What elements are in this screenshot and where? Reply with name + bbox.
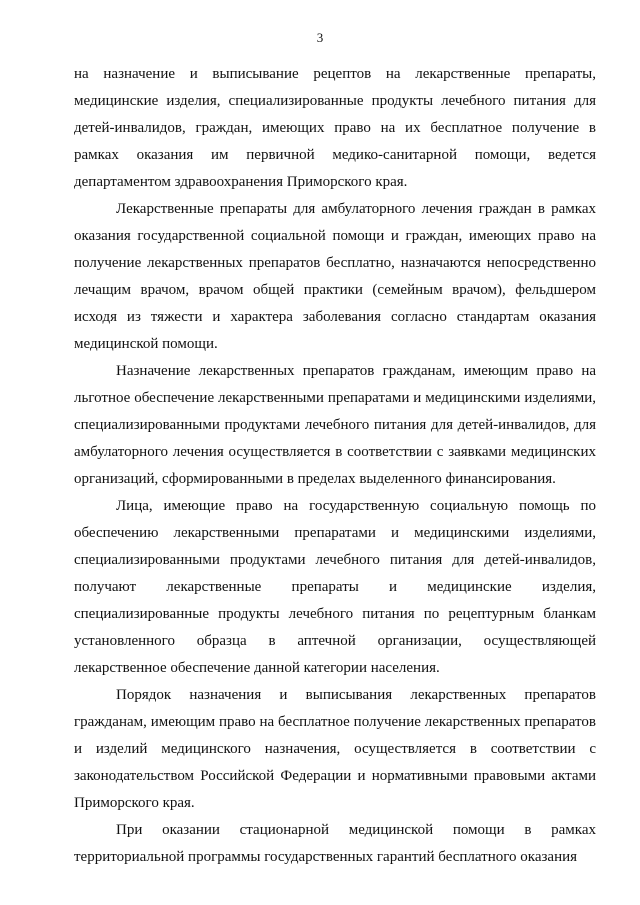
paragraph-preferential-prescribing: Назначение лекарственных препаратов гражданам, имеющим право на льготное обеспечение лекарственными препаратами и медицинскими изделиями, специализированными продуктами лечебного питания для детей-инвалидов, для амбулаторного лечения осуществляется в соответствии с заявками медицинских организаций, сформированными в пределах выделенного финансирования. [74, 363, 596, 487]
page-number: 3 [316, 30, 324, 45]
paragraph-inpatient-care: При оказании стационарной медицинской помощи в рамках территориальной программы государственных гарантий бесплатного оказания [74, 822, 596, 865]
paragraph-social-assistance-recipients: Лица, имеющие право на государственную социальную помощь по обеспечению лекарственными препаратами и медицинскими изделиями, специализированными продуктами лечебного питания для детей-инвалидов, получают лекарственные препараты и медицинские изделия, специализированные продукты лечебного питания по рецептурным бланкам установленного образца в аптечной организации, осуществляющей лекарственное обеспечение данной категории населения. [74, 498, 596, 676]
paragraph-prescribing-procedure: Порядок назначения и выписывания лекарственных препаратов гражданам, имеющим право на бесплатное получение лекарственных препаратов и изделий медицинского назначения, осуществляется в соответствии с законодательством Российской Федерации и нормативными правовыми актами Приморского края. [74, 687, 596, 811]
document-body [74, 61, 596, 871]
paragraph-prescription-department: на назначение и выписывание рецептов на лекарственные препараты, медицинские изделия, специализированные продукты лечебного питания для детей-инвалидов, граждан, имеющих право на их бесплатное получение в рамках оказания им первичной медико-санитарной помощи, ведется департаментом здравоохранения Приморского края. [74, 66, 596, 190]
paragraph-outpatient-medicines: Лекарственные препараты для амбулаторного лечения граждан в рамках оказания государственной социальной помощи и граждан, имеющих право на получение лекарственных препаратов бесплатно, назначаются непосредственно лечащим врачом, врачом общей практики (семейным врачом), фельдшером исходя из тяжести и характера заболевания согласно стандартам оказания медицинской помощи. [74, 201, 596, 352]
